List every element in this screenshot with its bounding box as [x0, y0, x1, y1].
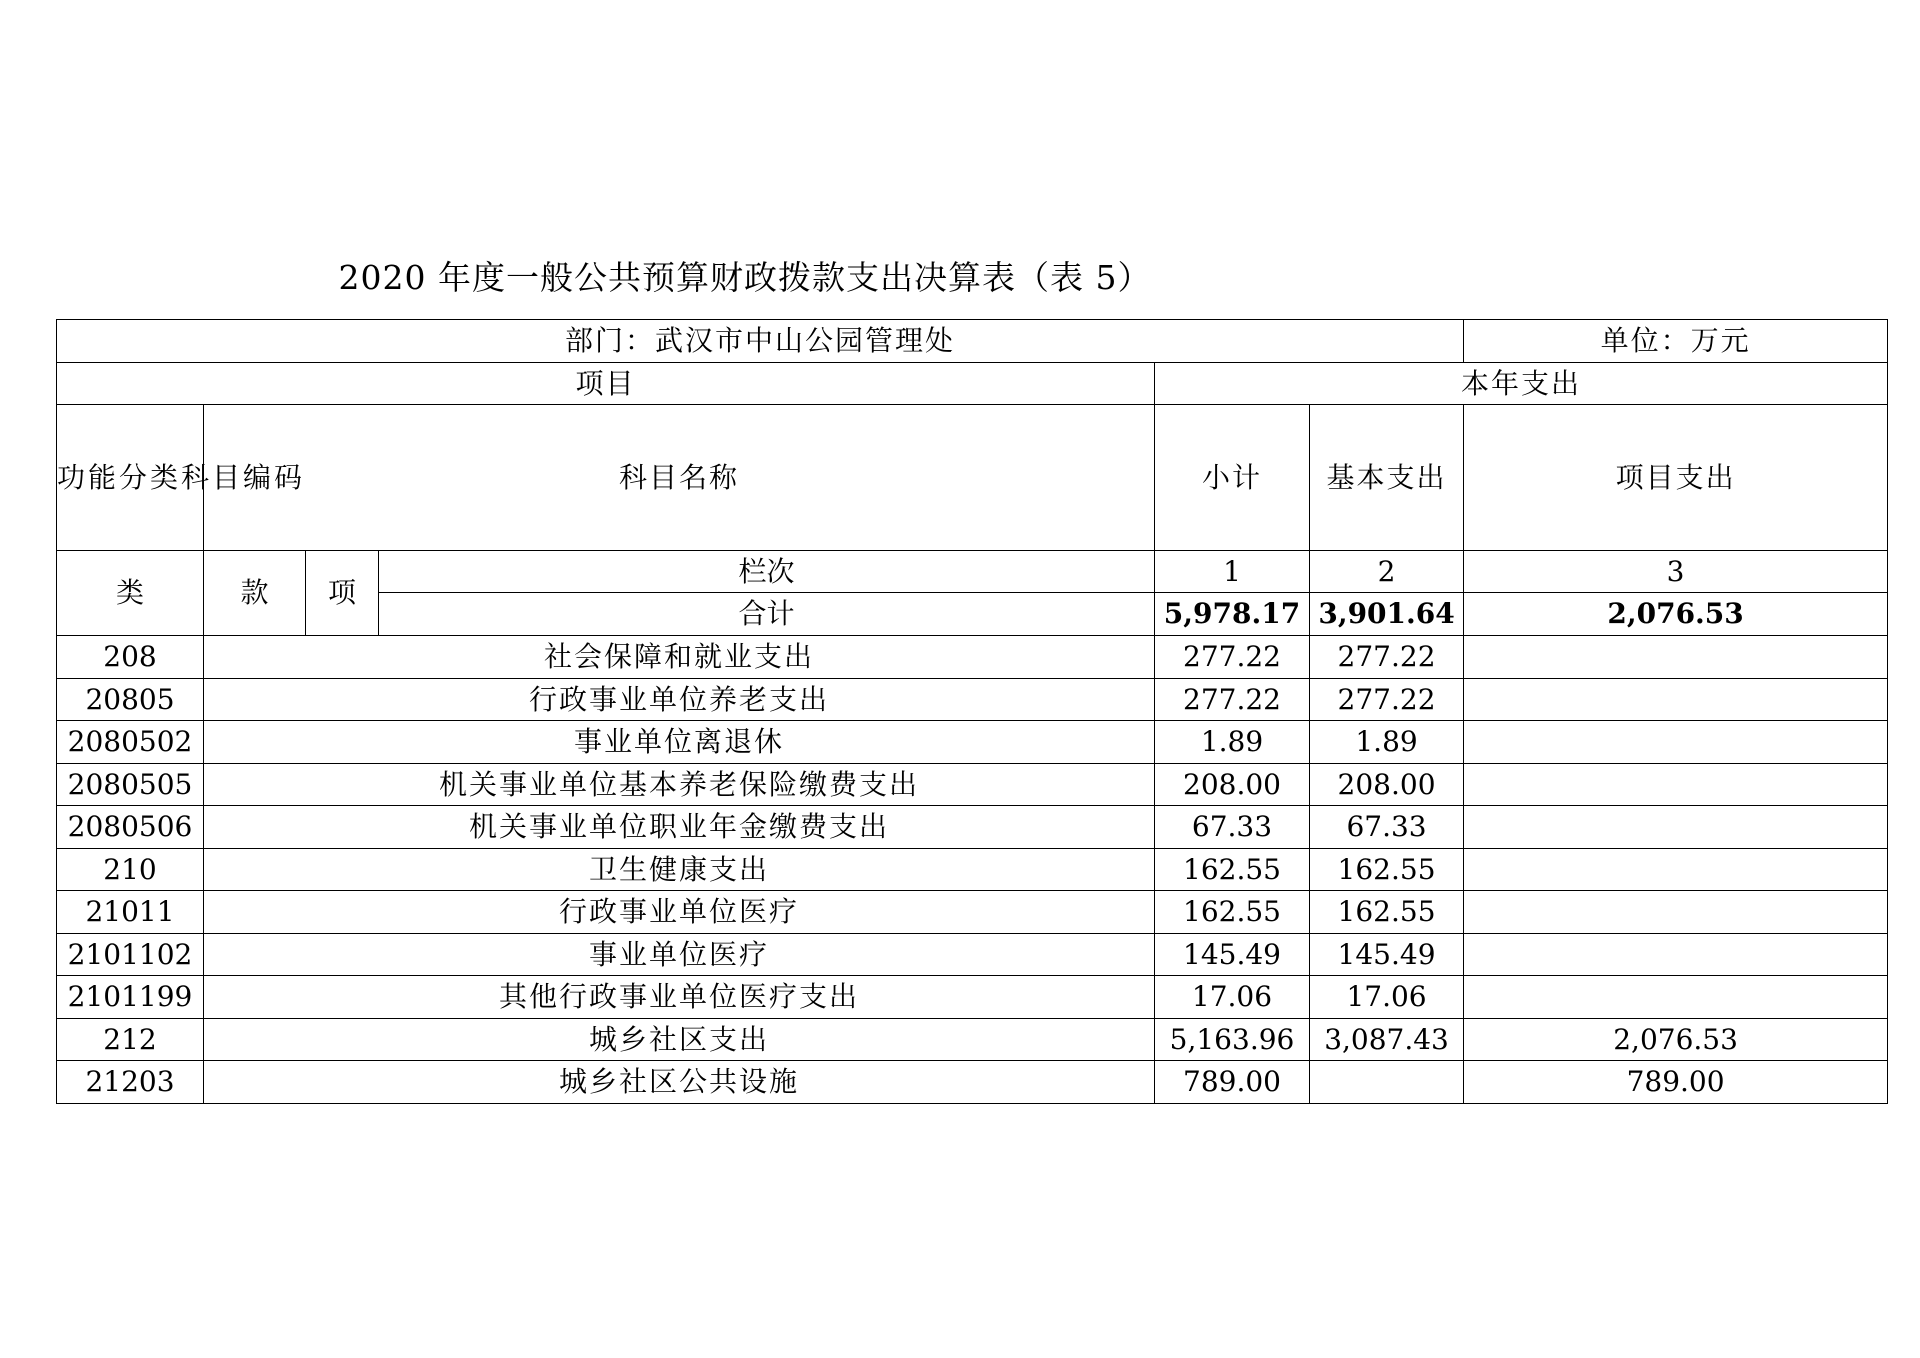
table-row — [57, 934, 1888, 976]
basic-cell: 145.49 — [1310, 934, 1464, 976]
table-row — [57, 806, 1888, 849]
subject-name-cell: 社会保障和就业支出 — [204, 636, 1155, 679]
column-no-3: 3 — [1464, 551, 1888, 593]
total-label: 合计 — [379, 593, 1155, 636]
project-cell — [1464, 721, 1888, 764]
project-expense-header: 项目支出 — [1464, 405, 1888, 551]
subtotal-cell: 17.06 — [1155, 976, 1310, 1019]
subtotal-cell: 277.22 — [1155, 636, 1310, 679]
department-label: 部门：武汉市中山公园管理处 — [57, 320, 1464, 363]
basic-cell: 208.00 — [1310, 764, 1464, 806]
table-row — [57, 764, 1888, 806]
code-cell: 21011 — [57, 891, 204, 934]
code-cell: 2080502 — [57, 721, 204, 764]
basic-cell: 67.33 — [1310, 806, 1464, 849]
subtotal-cell: 5,163.96 — [1155, 1019, 1310, 1061]
project-cell — [1464, 976, 1888, 1019]
subject-name-cell: 城乡社区支出 — [204, 1019, 1155, 1061]
basic-cell: 1.89 — [1310, 721, 1464, 764]
project-header: 项目 — [57, 363, 1155, 405]
subtotal-cell: 208.00 — [1155, 764, 1310, 806]
subject-name-cell: 机关事业单位职业年金缴费支出 — [204, 806, 1155, 849]
subject-name-cell: 行政事业单位养老支出 — [204, 679, 1155, 721]
total-project: 2,076.53 — [1464, 593, 1888, 636]
total-basic: 3,901.64 — [1310, 593, 1464, 636]
project-cell — [1464, 806, 1888, 849]
info-row — [57, 320, 1888, 363]
total-subtotal: 5,978.17 — [1155, 593, 1310, 636]
column-number-row — [57, 551, 1888, 593]
basic-expense-header: 基本支出 — [1310, 405, 1464, 551]
column-no-1: 1 — [1155, 551, 1310, 593]
code-cell: 212 — [57, 1019, 204, 1061]
column-no-label: 栏次 — [379, 551, 1155, 593]
header-row-1 — [57, 363, 1888, 405]
subtotal-cell: 277.22 — [1155, 679, 1310, 721]
column-no-2: 2 — [1310, 551, 1464, 593]
code-cell: 2101102 — [57, 934, 204, 976]
basic-cell: 277.22 — [1310, 636, 1464, 679]
project-cell — [1464, 636, 1888, 679]
subtotal-cell: 789.00 — [1155, 1061, 1310, 1104]
basic-cell: 17.06 — [1310, 976, 1464, 1019]
code-cell: 20805 — [57, 679, 204, 721]
subject-name-header: 科目名称 — [204, 405, 1155, 551]
item-header: 项 — [306, 551, 379, 636]
table-row — [57, 849, 1888, 891]
func-code-header: 功能分类科目编码 — [57, 405, 204, 551]
basic-cell: 277.22 — [1310, 679, 1464, 721]
code-cell: 210 — [57, 849, 204, 891]
basic-cell: 162.55 — [1310, 891, 1464, 934]
current-year-expense-header: 本年支出 — [1155, 363, 1888, 405]
basic-cell: 162.55 — [1310, 849, 1464, 891]
unit-label: 单位：万元 — [1464, 320, 1888, 363]
basic-cell — [1310, 1061, 1464, 1104]
table-row — [57, 1019, 1888, 1061]
subtotal-cell: 67.33 — [1155, 806, 1310, 849]
subtotal-header: 小计 — [1155, 405, 1310, 551]
code-cell: 2080506 — [57, 806, 204, 849]
project-cell: 789.00 — [1464, 1061, 1888, 1104]
subtotal-cell: 1.89 — [1155, 721, 1310, 764]
header-row-2 — [57, 405, 1888, 551]
subtotal-cell: 162.55 — [1155, 849, 1310, 891]
page-title: 2020 年度一般公共预算财政拨款支出决算表（表 5） — [338, 258, 1152, 297]
table-row — [57, 891, 1888, 934]
code-cell: 21203 — [57, 1061, 204, 1104]
subject-name-cell: 事业单位医疗 — [204, 934, 1155, 976]
project-cell: 2,076.53 — [1464, 1019, 1888, 1061]
category-header: 类 — [57, 551, 204, 636]
project-cell — [1464, 934, 1888, 976]
table-row — [57, 721, 1888, 764]
subject-name-cell: 城乡社区公共设施 — [204, 1061, 1155, 1104]
code-cell: 208 — [57, 636, 204, 679]
expense-table — [56, 319, 1888, 1104]
subject-name-cell: 其他行政事业单位医疗支出 — [204, 976, 1155, 1019]
code-cell: 2101199 — [57, 976, 204, 1019]
subject-name-cell: 事业单位离退休 — [204, 721, 1155, 764]
section-header: 款 — [204, 551, 306, 636]
basic-cell: 3,087.43 — [1310, 1019, 1464, 1061]
table-row — [57, 636, 1888, 679]
project-cell — [1464, 679, 1888, 721]
table-row — [57, 1061, 1888, 1104]
project-cell — [1464, 764, 1888, 806]
project-cell — [1464, 891, 1888, 934]
table-row — [57, 976, 1888, 1019]
subject-name-cell: 机关事业单位基本养老保险缴费支出 — [204, 764, 1155, 806]
table-row — [57, 679, 1888, 721]
subject-name-cell: 卫生健康支出 — [204, 849, 1155, 891]
project-cell — [1464, 849, 1888, 891]
subject-name-cell: 行政事业单位医疗 — [204, 891, 1155, 934]
subtotal-cell: 162.55 — [1155, 891, 1310, 934]
code-cell: 2080505 — [57, 764, 204, 806]
subtotal-cell: 145.49 — [1155, 934, 1310, 976]
